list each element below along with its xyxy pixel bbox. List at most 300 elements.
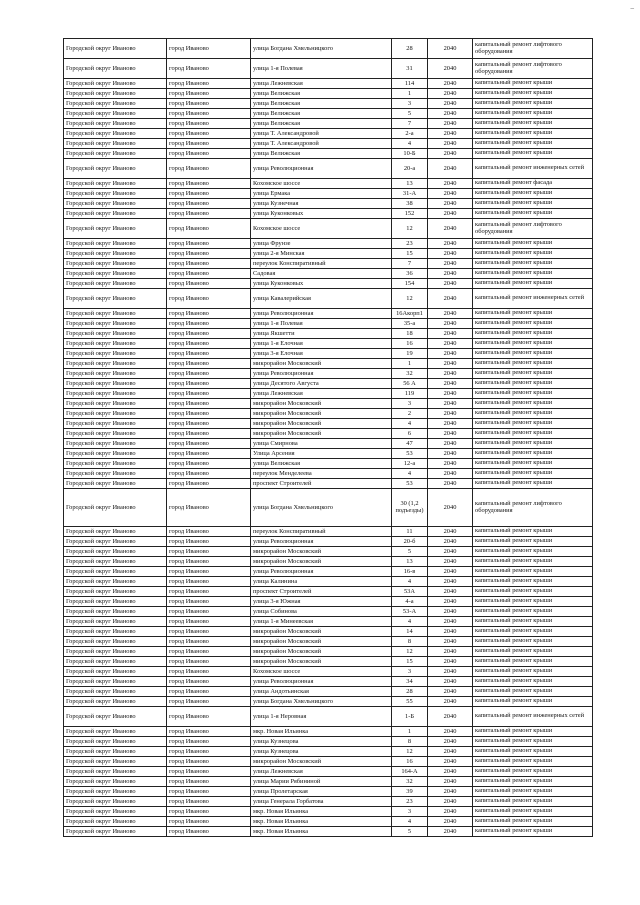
table-row	[64, 419, 593, 429]
settlement-cell: город Иваново	[167, 567, 251, 577]
settlement-cell: город Иваново	[167, 767, 251, 777]
year-cell: 2040	[428, 827, 473, 837]
work-type-cell: капитальный ремонт крыши	[473, 479, 593, 489]
table-row	[64, 777, 593, 787]
work-type-cell: капитальный ремонт крыши	[473, 449, 593, 459]
work-type-cell: капитальный ремонт крыши	[473, 817, 593, 827]
work-type-cell: капитальный ремонт крыши	[473, 439, 593, 449]
year-cell: 2040	[428, 429, 473, 439]
municipality-cell: Городской округ Иваново	[64, 547, 167, 557]
settlement-cell: город Иваново	[167, 39, 251, 59]
work-type-cell: капитальный ремонт крыши	[473, 807, 593, 817]
work-type-cell: капитальный ремонт крыши	[473, 209, 593, 219]
year-cell: 2040	[428, 159, 473, 179]
municipality-cell: Городской округ Иваново	[64, 827, 167, 837]
work-type-cell: капитальный ремонт крыши	[473, 587, 593, 597]
settlement-cell: город Иваново	[167, 289, 251, 309]
street-cell: улица Лежневская	[251, 389, 392, 399]
municipality-cell: Городской округ Иваново	[64, 139, 167, 149]
settlement-cell: город Иваново	[167, 827, 251, 837]
settlement-cell: город Иваново	[167, 359, 251, 369]
work-type-cell: капитальный ремонт крыши	[473, 667, 593, 677]
year-cell: 2040	[428, 239, 473, 249]
street-cell: улица Ермака	[251, 189, 392, 199]
year-cell: 2040	[428, 767, 473, 777]
work-type-cell: капитальный ремонт крыши	[473, 249, 593, 259]
street-cell: улица Революционная	[251, 567, 392, 577]
municipality-cell: Городской округ Иваново	[64, 389, 167, 399]
street-cell: микрорайон Московский	[251, 657, 392, 667]
table-row	[64, 439, 593, 449]
year-cell: 2040	[428, 557, 473, 567]
street-cell: улица Революционная	[251, 369, 392, 379]
house-number-cell: 13	[392, 557, 428, 567]
street-cell: улица Куконковых	[251, 279, 392, 289]
year-cell: 2040	[428, 139, 473, 149]
street-cell: улица 3-я Южная	[251, 597, 392, 607]
street-cell: улица Кузнецова	[251, 737, 392, 747]
settlement-cell: город Иваново	[167, 379, 251, 389]
year-cell: 2040	[428, 89, 473, 99]
year-cell: 2040	[428, 479, 473, 489]
work-type-cell: капитальный ремонт крыши	[473, 99, 593, 109]
year-cell: 2040	[428, 567, 473, 577]
year-cell: 2040	[428, 577, 473, 587]
house-number-cell: 3	[392, 667, 428, 677]
street-cell: улица Пролетарская	[251, 787, 392, 797]
house-number-cell: 164-А	[392, 767, 428, 777]
table-row	[64, 827, 593, 837]
work-type-cell: капитальный ремонт крыши	[473, 319, 593, 329]
municipality-cell: Городской округ Иваново	[64, 667, 167, 677]
settlement-cell: город Иваново	[167, 259, 251, 269]
work-type-cell: капитальный ремонт фасада	[473, 179, 593, 189]
street-cell: проспект Строителей	[251, 587, 392, 597]
settlement-cell: город Иваново	[167, 59, 251, 79]
municipality-cell: Городской округ Иваново	[64, 319, 167, 329]
table-row	[64, 329, 593, 339]
year-cell: 2040	[428, 249, 473, 259]
house-number-cell: 16Акорп1	[392, 309, 428, 319]
municipality-cell: Городской округ Иваново	[64, 747, 167, 757]
settlement-cell: город Иваново	[167, 279, 251, 289]
table-row	[64, 309, 593, 319]
house-number-cell: 4	[392, 139, 428, 149]
municipality-cell: Городской округ Иваново	[64, 737, 167, 747]
table-row	[64, 79, 593, 89]
street-cell: улица 1-я Неровная	[251, 707, 392, 727]
street-cell: микрорайон Московский	[251, 409, 392, 419]
house-number-cell: 13	[392, 179, 428, 189]
settlement-cell: город Иваново	[167, 179, 251, 189]
work-type-cell: капитальный ремонт крыши	[473, 647, 593, 657]
table-row	[64, 787, 593, 797]
municipality-cell: Городской округ Иваново	[64, 309, 167, 319]
year-cell: 2040	[428, 409, 473, 419]
year-cell: 2040	[428, 379, 473, 389]
year-cell: 2040	[428, 489, 473, 527]
settlement-cell: город Иваново	[167, 747, 251, 757]
table-row	[64, 479, 593, 489]
municipality-cell: Городской округ Иваново	[64, 39, 167, 59]
house-number-cell: 4	[392, 817, 428, 827]
table-row	[64, 459, 593, 469]
street-cell: Кохомское шоссе	[251, 219, 392, 239]
year-cell: 2040	[428, 39, 473, 59]
table-row	[64, 179, 593, 189]
house-number-cell: 8	[392, 737, 428, 747]
work-type-cell: капитальный ремонт крыши	[473, 747, 593, 757]
year-cell: 2040	[428, 109, 473, 119]
year-cell: 2040	[428, 597, 473, 607]
settlement-cell: город Иваново	[167, 399, 251, 409]
municipality-cell: Городской округ Иваново	[64, 787, 167, 797]
table-row	[64, 119, 593, 129]
work-type-cell: капитальный ремонт крыши	[473, 697, 593, 707]
work-type-cell: капитальный ремонт крыши	[473, 797, 593, 807]
table-row	[64, 379, 593, 389]
house-number-cell: 3	[392, 99, 428, 109]
year-cell: 2040	[428, 707, 473, 727]
year-cell: 2040	[428, 637, 473, 647]
settlement-cell: город Иваново	[167, 757, 251, 767]
house-number-cell: 1	[392, 359, 428, 369]
work-type-cell: капитальный ремонт лифтового оборудования	[473, 39, 593, 59]
street-cell: улица Генерала Горбатова	[251, 797, 392, 807]
year-cell: 2040	[428, 189, 473, 199]
municipality-cell: Городской округ Иваново	[64, 677, 167, 687]
settlement-cell: город Иваново	[167, 129, 251, 139]
year-cell: 2040	[428, 179, 473, 189]
municipality-cell: Городской округ Иваново	[64, 59, 167, 79]
settlement-cell: город Иваново	[167, 369, 251, 379]
settlement-cell: город Иваново	[167, 727, 251, 737]
municipality-cell: Городской округ Иваново	[64, 449, 167, 459]
municipality-cell: Городской округ Иваново	[64, 627, 167, 637]
year-cell: 2040	[428, 419, 473, 429]
municipality-cell: Городской округ Иваново	[64, 807, 167, 817]
house-number-cell: 3	[392, 807, 428, 817]
table-row	[64, 129, 593, 139]
settlement-cell: город Иваново	[167, 777, 251, 787]
house-number-cell: 152	[392, 209, 428, 219]
year-cell: 2040	[428, 149, 473, 159]
work-type-cell: капитальный ремонт крыши	[473, 687, 593, 697]
work-type-cell: капитальный ремонт крыши	[473, 727, 593, 737]
street-cell: улица Марии Рябининой	[251, 777, 392, 787]
year-cell: 2040	[428, 449, 473, 459]
house-number-cell: 4-а	[392, 597, 428, 607]
work-type-cell: капитальный ремонт крыши	[473, 109, 593, 119]
house-number-cell: 34	[392, 677, 428, 687]
year-cell: 2040	[428, 727, 473, 737]
table-row	[64, 239, 593, 249]
table-row	[64, 259, 593, 269]
year-cell: 2040	[428, 119, 473, 129]
municipality-cell: Городской округ Иваново	[64, 259, 167, 269]
street-cell: улица Революционная	[251, 309, 392, 319]
work-type-cell: капитальный ремонт лифтового оборудования	[473, 59, 593, 79]
table-row	[64, 817, 593, 827]
street-cell: мкр. Новая Ильинка	[251, 727, 392, 737]
house-number-cell: 15	[392, 249, 428, 259]
house-number-cell: 3	[392, 399, 428, 409]
house-number-cell: 16	[392, 339, 428, 349]
municipality-cell: Городской округ Иваново	[64, 199, 167, 209]
municipality-cell: Городской округ Иваново	[64, 469, 167, 479]
street-cell: улица Кавалерийская	[251, 289, 392, 309]
municipality-cell: Городской округ Иваново	[64, 339, 167, 349]
street-cell: Кохомское шоссе	[251, 179, 392, 189]
settlement-cell: город Иваново	[167, 309, 251, 319]
municipality-cell: Городской округ Иваново	[64, 537, 167, 547]
street-cell: микрорайон Московский	[251, 359, 392, 369]
street-cell: улица Т. Александровой	[251, 129, 392, 139]
municipality-cell: Городской округ Иваново	[64, 797, 167, 807]
street-cell: улица Куконковых	[251, 209, 392, 219]
work-type-cell: капитальный ремонт крыши	[473, 329, 593, 339]
street-cell: улица Лежневская	[251, 767, 392, 777]
table-row	[64, 139, 593, 149]
settlement-cell: город Иваново	[167, 349, 251, 359]
settlement-cell: город Иваново	[167, 439, 251, 449]
house-number-cell: 30 (1,2 подъезды)	[392, 489, 428, 527]
settlement-cell: город Иваново	[167, 787, 251, 797]
municipality-cell: Городской округ Иваново	[64, 159, 167, 179]
settlement-cell: город Иваново	[167, 219, 251, 239]
year-cell: 2040	[428, 667, 473, 677]
settlement-cell: город Иваново	[167, 697, 251, 707]
year-cell: 2040	[428, 269, 473, 279]
year-cell: 2040	[428, 359, 473, 369]
street-cell: микрорайон Московский	[251, 399, 392, 409]
table-row	[64, 617, 593, 627]
municipality-cell: Городской округ Иваново	[64, 289, 167, 309]
table-row	[64, 449, 593, 459]
municipality-cell: Городской округ Иваново	[64, 429, 167, 439]
house-number-cell: 154	[392, 279, 428, 289]
house-number-cell: 56 А	[392, 379, 428, 389]
house-number-cell: 23	[392, 239, 428, 249]
street-cell: улица Андотьинская	[251, 687, 392, 697]
municipality-cell: Городской округ Иваново	[64, 439, 167, 449]
house-number-cell: 31	[392, 59, 428, 79]
table-row	[64, 757, 593, 767]
year-cell: 2040	[428, 99, 473, 109]
work-type-cell: капитальный ремонт крыши	[473, 189, 593, 199]
settlement-cell: город Иваново	[167, 527, 251, 537]
street-cell: Кохомское шоссе	[251, 667, 392, 677]
year-cell: 2040	[428, 527, 473, 537]
work-type-cell: капитальный ремонт крыши	[473, 737, 593, 747]
work-type-cell: капитальный ремонт крыши	[473, 627, 593, 637]
house-number-cell: 36	[392, 269, 428, 279]
work-type-cell: капитальный ремонт крыши	[473, 547, 593, 557]
street-cell: микрорайон Московский	[251, 429, 392, 439]
street-cell: улица 1-я Полевая	[251, 319, 392, 329]
municipality-cell: Городской округ Иваново	[64, 757, 167, 767]
year-cell: 2040	[428, 369, 473, 379]
settlement-cell: город Иваново	[167, 707, 251, 727]
work-type-cell: капитальный ремонт крыши	[473, 419, 593, 429]
table-row	[64, 279, 593, 289]
work-type-cell: капитальный ремонт лифтового оборудования	[473, 489, 593, 527]
table-row	[64, 747, 593, 757]
municipality-cell: Городской округ Иваново	[64, 129, 167, 139]
street-cell: улица Велижская	[251, 89, 392, 99]
municipality-cell: Городской округ Иваново	[64, 777, 167, 787]
street-cell: микрорайон Московский	[251, 627, 392, 637]
house-number-cell: 38	[392, 199, 428, 209]
street-cell: улица Лежневская	[251, 79, 392, 89]
settlement-cell: город Иваново	[167, 667, 251, 677]
house-number-cell: 55	[392, 697, 428, 707]
year-cell: 2040	[428, 537, 473, 547]
settlement-cell: город Иваново	[167, 607, 251, 617]
settlement-cell: город Иваново	[167, 329, 251, 339]
year-cell: 2040	[428, 817, 473, 827]
street-cell: улица Велижская	[251, 149, 392, 159]
table-row	[64, 289, 593, 309]
table-row	[64, 577, 593, 587]
street-cell: улица Велижская	[251, 119, 392, 129]
street-cell: мкр. Новая Ильинка	[251, 827, 392, 837]
work-type-cell: капитальный ремонт крыши	[473, 89, 593, 99]
table-row	[64, 597, 593, 607]
year-cell: 2040	[428, 797, 473, 807]
work-type-cell: капитальный ремонт крыши	[473, 527, 593, 537]
table-row	[64, 269, 593, 279]
settlement-cell: город Иваново	[167, 597, 251, 607]
street-cell: улица Богдана Хмельницкого	[251, 489, 392, 527]
work-type-cell: капитальный ремонт крыши	[473, 567, 593, 577]
table-row	[64, 109, 593, 119]
year-cell: 2040	[428, 687, 473, 697]
house-number-cell: 53	[392, 449, 428, 459]
settlement-cell: город Иваново	[167, 479, 251, 489]
work-type-cell: капитальный ремонт инженерных сетей	[473, 707, 593, 727]
settlement-cell: город Иваново	[167, 637, 251, 647]
settlement-cell: город Иваново	[167, 677, 251, 687]
street-cell: улица Калинина	[251, 577, 392, 587]
work-type-cell: капитальный ремонт крыши	[473, 757, 593, 767]
house-number-cell: 8	[392, 637, 428, 647]
work-type-cell: капитальный ремонт крыши	[473, 597, 593, 607]
municipality-cell: Городской округ Иваново	[64, 359, 167, 369]
street-cell: улица Богдана Хмельницкого	[251, 697, 392, 707]
settlement-cell: город Иваново	[167, 647, 251, 657]
table-row	[64, 59, 593, 79]
municipality-cell: Городской округ Иваново	[64, 557, 167, 567]
settlement-cell: город Иваново	[167, 149, 251, 159]
table-row	[64, 189, 593, 199]
house-number-cell: 2	[392, 409, 428, 419]
year-cell: 2040	[428, 607, 473, 617]
street-cell: улица 2-я Минская	[251, 249, 392, 259]
street-cell: микрорайон Московский	[251, 557, 392, 567]
municipality-cell: Городской округ Иваново	[64, 567, 167, 577]
municipality-cell: Городской округ Иваново	[64, 527, 167, 537]
table-row	[64, 657, 593, 667]
year-cell: 2040	[428, 757, 473, 767]
settlement-cell: город Иваново	[167, 797, 251, 807]
table-row	[64, 409, 593, 419]
street-cell: улица 1-я Минеевская	[251, 617, 392, 627]
table-row	[64, 39, 593, 59]
municipality-cell: Городской округ Иваново	[64, 687, 167, 697]
street-cell: улица Революционная	[251, 677, 392, 687]
municipality-cell: Городской округ Иваново	[64, 647, 167, 657]
work-type-cell: капитальный ремонт крыши	[473, 259, 593, 269]
work-type-cell: капитальный ремонт крыши	[473, 379, 593, 389]
street-cell: улица Революционная	[251, 537, 392, 547]
table-row	[64, 697, 593, 707]
work-type-cell: капитальный ремонт крыши	[473, 459, 593, 469]
table-row	[64, 399, 593, 409]
year-cell: 2040	[428, 129, 473, 139]
work-type-cell: капитальный ремонт крыши	[473, 309, 593, 319]
street-cell: улица Собинова	[251, 607, 392, 617]
table-row	[64, 349, 593, 359]
street-cell: улица 1-я Полевая	[251, 59, 392, 79]
municipality-cell: Городской округ Иваново	[64, 369, 167, 379]
work-type-cell: капитальный ремонт крыши	[473, 349, 593, 359]
year-cell: 2040	[428, 389, 473, 399]
municipality-cell: Городской округ Иваново	[64, 209, 167, 219]
table-row	[64, 707, 593, 727]
work-type-cell: капитальный ремонт крыши	[473, 239, 593, 249]
work-type-cell: капитальный ремонт крыши	[473, 389, 593, 399]
house-number-cell: 28	[392, 39, 428, 59]
street-cell: микрорайон Московский	[251, 547, 392, 557]
settlement-cell: город Иваново	[167, 469, 251, 479]
work-type-cell: капитальный ремонт крыши	[473, 369, 593, 379]
year-cell: 2040	[428, 199, 473, 209]
municipality-cell: Городской округ Иваново	[64, 489, 167, 527]
settlement-cell: город Иваново	[167, 79, 251, 89]
year-cell: 2040	[428, 399, 473, 409]
work-type-cell: капитальный ремонт крыши	[473, 557, 593, 567]
settlement-cell: город Иваново	[167, 339, 251, 349]
house-number-cell: 19	[392, 349, 428, 359]
year-cell: 2040	[428, 617, 473, 627]
house-number-cell: 114	[392, 79, 428, 89]
year-cell: 2040	[428, 777, 473, 787]
work-type-cell: капитальный ремонт крыши	[473, 139, 593, 149]
year-cell: 2040	[428, 547, 473, 557]
house-number-cell: 1	[392, 89, 428, 99]
street-cell: микрорайон Московский	[251, 637, 392, 647]
settlement-cell: город Иваново	[167, 319, 251, 329]
municipality-cell: Городской округ Иваново	[64, 109, 167, 119]
work-type-cell: капитальный ремонт инженерных сетей	[473, 159, 593, 179]
municipality-cell: Городской округ Иваново	[64, 89, 167, 99]
work-type-cell: капитальный ремонт крыши	[473, 149, 593, 159]
house-number-cell: 10-Б	[392, 149, 428, 159]
house-number-cell: 7	[392, 259, 428, 269]
work-type-cell: капитальный ремонт крыши	[473, 199, 593, 209]
municipality-cell: Городской округ Иваново	[64, 269, 167, 279]
table-row	[64, 429, 593, 439]
year-cell: 2040	[428, 587, 473, 597]
table-row	[64, 537, 593, 547]
work-type-cell: капитальный ремонт крыши	[473, 607, 593, 617]
house-number-cell: 119	[392, 389, 428, 399]
settlement-cell: город Иваново	[167, 577, 251, 587]
table-row	[64, 567, 593, 577]
table-row	[64, 637, 593, 647]
settlement-cell: город Иваново	[167, 547, 251, 557]
